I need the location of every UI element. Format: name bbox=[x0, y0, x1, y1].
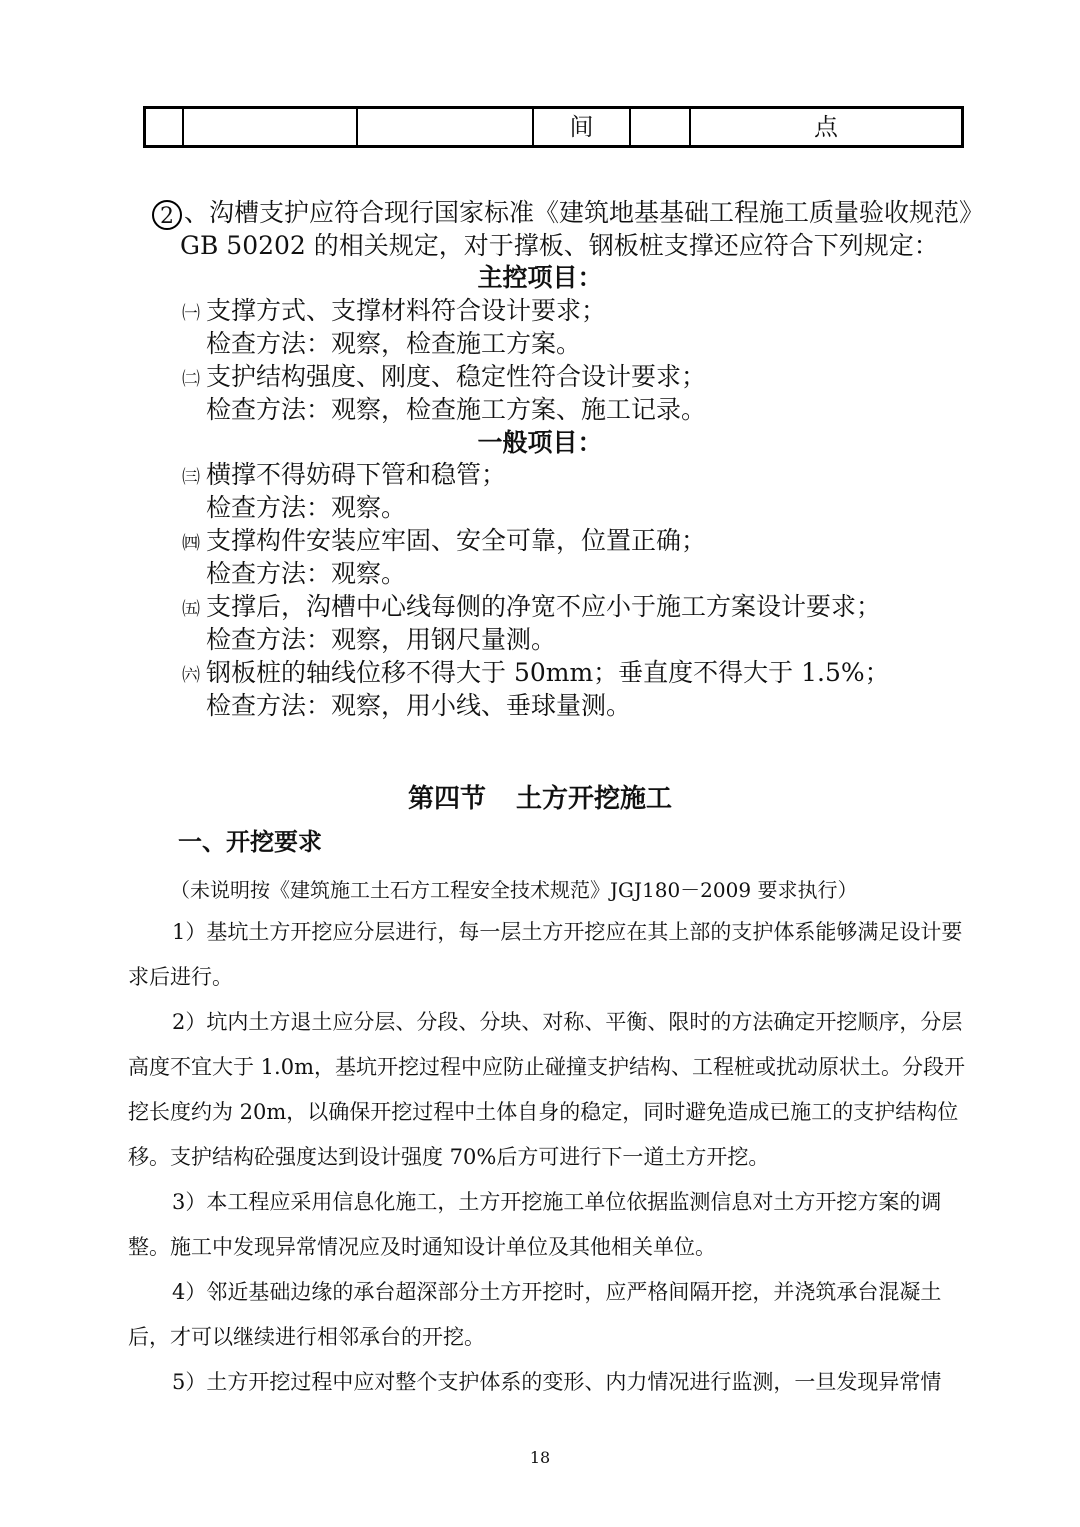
general-items-heading: 一般项目： bbox=[477, 428, 603, 457]
paragraph-text: 1）基坑土方开挖应分层进行，每一层土方开挖应在其上部的支护体系能够满足设计要求后进行。 bbox=[128, 920, 963, 989]
paragraph-text: 2）坑内土方退土应分层、分段、分块、对称、平衡、限时的方法确定开挖顺序，分层高度不宜大于 1.0m，基坑开挖过程中应防止碰撞支护结构、工程桩或扰动原状土。分段开挖长度约为 20m，以确保开挖过程中土体自身的稳定，同时避免造成已施工的支护结构位移。支护结构砼强度达到设计强度 70%后方可进行下一道土方开挖。 bbox=[128, 1010, 965, 1169]
table-cell bbox=[145, 108, 184, 147]
list-item bbox=[176, 361, 706, 396]
enum-marker: ㈥ bbox=[182, 665, 200, 686]
enum-marker: ㈣ bbox=[182, 533, 200, 554]
item-text: 横撑不得妨碍下管和稳管； bbox=[206, 460, 507, 489]
paragraph bbox=[128, 1000, 978, 1180]
item-2-line-1 bbox=[152, 197, 984, 230]
enum-marker: ㈢ bbox=[182, 467, 200, 488]
paragraph-text: 4）邻近基础边缘的承台超深部分土方开挖时，应严格间隔开挖，并浇筑承台混凝土后，才可以继续进行相邻承台的开挖。 bbox=[128, 1280, 942, 1349]
sub-heading: 一、开挖要求 bbox=[178, 827, 322, 856]
item-text: 支撑构件安装应牢固、安全可靠，位置正确； bbox=[206, 526, 707, 555]
table-cell: 点 bbox=[690, 108, 963, 147]
item-2-line-2: GB 50202 的相关规定，对于撑板、钢板桩支撑还应符合下列规定： bbox=[180, 231, 939, 260]
enum-marker: ㈠ bbox=[182, 303, 200, 324]
table-fragment bbox=[143, 106, 964, 148]
enum-marker: ㈤ bbox=[182, 599, 200, 620]
page-number: 18 bbox=[529, 1448, 551, 1467]
check-method: 检查方法：观察。 bbox=[206, 493, 407, 522]
section-number: 第四节 bbox=[407, 784, 486, 814]
check-method: 检查方法：观察，用小线、垂球量测。 bbox=[206, 691, 632, 720]
check-method: 检查方法：观察，检查施工方案、施工记录。 bbox=[206, 395, 707, 424]
section-name: 土方开挖施工 bbox=[516, 784, 673, 814]
list-item bbox=[176, 295, 606, 330]
list-item bbox=[176, 459, 506, 494]
table-cell bbox=[183, 108, 357, 147]
table-cell bbox=[630, 108, 690, 147]
paragraph bbox=[128, 910, 978, 1000]
table-cell: 间 bbox=[533, 108, 630, 147]
paragraph bbox=[128, 1180, 978, 1270]
paragraph bbox=[128, 1270, 978, 1360]
list-item bbox=[176, 525, 706, 560]
main-items-heading: 主控项目： bbox=[477, 263, 603, 292]
check-method: 检查方法：观察，用钢尺量测。 bbox=[206, 625, 557, 654]
table-cell bbox=[357, 108, 533, 147]
item-text: 钢板桩的轴线位移不得大于 50mm；垂直度不得大于 1.5%； bbox=[206, 658, 890, 687]
paragraph-text: 3）本工程应采用信息化施工，土方开挖施工单位依据监测信息对土方开挖方案的调整。施工中发现异常情况应及时通知设计单位及其他相关单位。 bbox=[128, 1190, 942, 1259]
note-text: （未说明按《建筑施工土石方工程安全技术规范》JGJ180－2009 要求执行） bbox=[170, 878, 858, 902]
paragraph-text: 5）土方开挖过程中应对整个支护体系的变形、内力情况进行监测，一旦发现异常情 bbox=[172, 1370, 942, 1394]
paragraph bbox=[128, 1360, 978, 1405]
list-item bbox=[176, 591, 881, 626]
item-2-text: 、沟槽支护应符合现行国家标准《建筑地基基础工程施工质量验收规范》 bbox=[184, 198, 985, 227]
check-method: 检查方法：观察，检查施工方案。 bbox=[206, 329, 582, 358]
item-text: 支撑方式、支撑材料符合设计要求； bbox=[206, 296, 607, 325]
check-method: 检查方法：观察。 bbox=[206, 559, 407, 588]
list-item bbox=[176, 657, 890, 692]
enum-marker: ㈡ bbox=[182, 369, 200, 390]
table-row bbox=[145, 108, 963, 147]
item-text: 支护结构强度、刚度、稳定性符合设计要求； bbox=[206, 362, 707, 391]
circled-number: 2 bbox=[152, 200, 182, 230]
section-title bbox=[0, 778, 1080, 815]
item-text: 支撑后，沟槽中心线每侧的净宽不应小于施工方案设计要求； bbox=[206, 592, 882, 621]
